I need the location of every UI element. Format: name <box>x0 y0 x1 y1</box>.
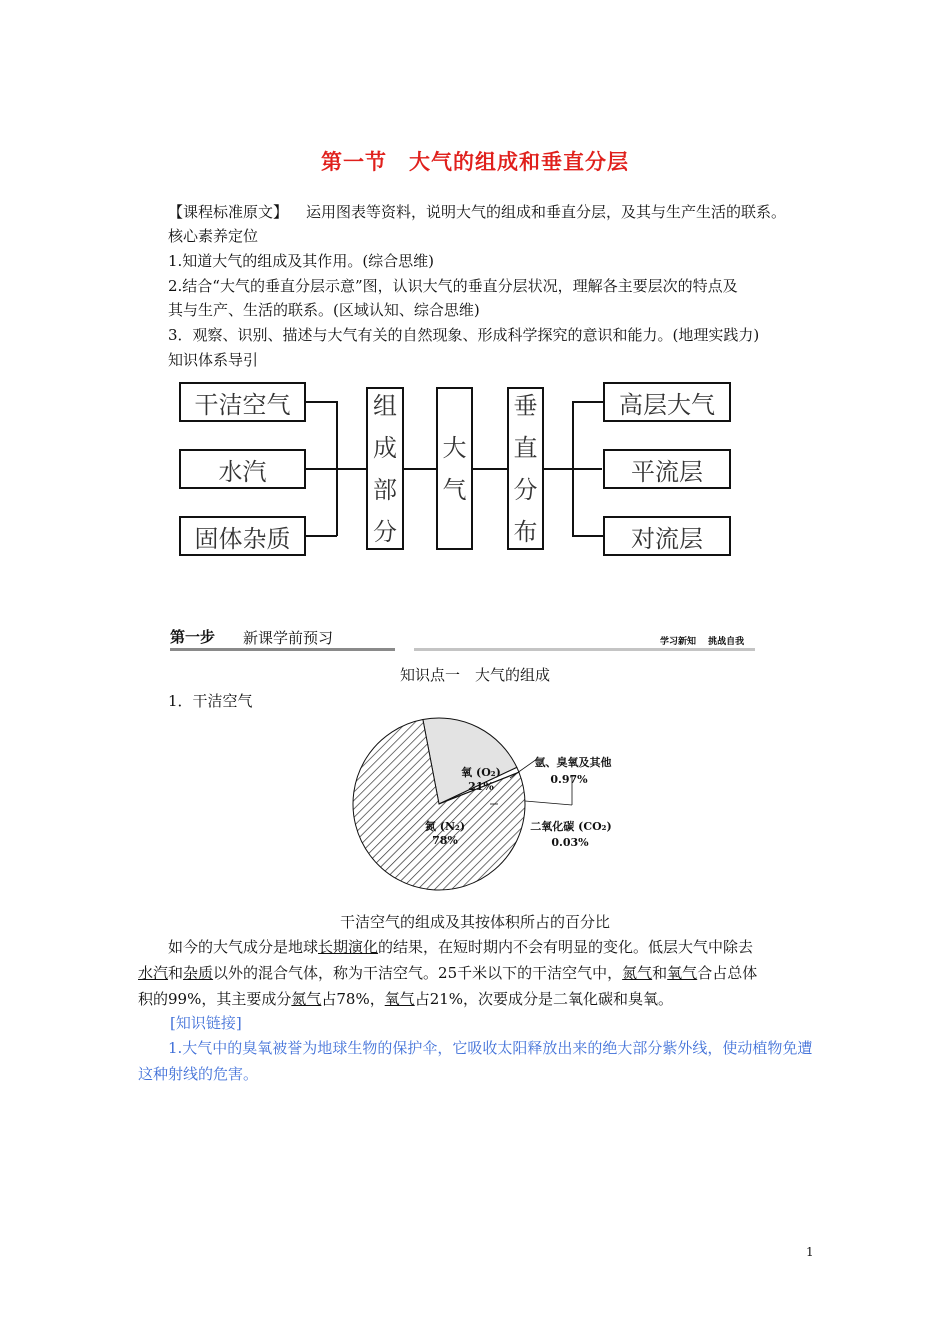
diagram-box-atmosphere <box>436 387 473 550</box>
pie-label-n2-pct: 78% <box>432 834 458 847</box>
pie-label-o2-name: 氧 (O₂) <box>461 766 501 779</box>
air-composition-pie-chart <box>340 712 640 912</box>
connector-line <box>572 401 574 536</box>
diagram-box-troposphere: 对流层 <box>603 516 731 556</box>
page-title: 第一节 大气的组成和垂直分层 <box>321 150 629 174</box>
pie-label-co2-pct: 0.03% <box>551 836 589 849</box>
text-run: 占21%，次要成分是二氧化碳和臭氧。 <box>414 990 674 1008</box>
underlined-term: 水汽 <box>138 964 169 982</box>
knowledge-link-heading: [知识链接] <box>170 1014 242 1032</box>
underlined-term: 杂质 <box>183 964 214 982</box>
knowledge-point-heading: 知识点一 大气的组成 <box>399 666 550 684</box>
text-run: 合占总体 <box>697 964 758 982</box>
diagram-char: 成 <box>373 433 397 462</box>
underlined-term: 氧气 <box>384 990 415 1008</box>
body-paragraph-line <box>138 986 822 1012</box>
diagram-char: 大 <box>442 433 467 462</box>
literacy-item: 3．观察、识别、描述与大气有关的自然现象、形成科学探究的意识和能力。(地理实践力) <box>168 326 760 344</box>
diagram-box-composition <box>366 387 404 550</box>
banner-name: 新课学前预习 <box>243 629 334 647</box>
text-run: 如今的大气成分是地球 <box>168 938 319 956</box>
standard-line <box>168 200 786 224</box>
standard-text: 运用图表等资料，说明大气的组成和垂直分层，及其与生产生活的联系。 <box>306 203 787 221</box>
banner-tagline: 学习新知 挑战自我 <box>660 637 745 647</box>
body-paragraph-line <box>138 960 822 986</box>
pie-label-n2-name: 氮 (N₂) <box>424 820 466 833</box>
connector-line <box>306 535 337 537</box>
diagram-char: 分 <box>373 517 397 546</box>
leader-line-co2 <box>525 801 572 805</box>
banner-rule-right <box>414 648 755 651</box>
diagram-char: 垂 <box>513 391 538 420</box>
diagram-box-solid-impurities: 固体杂质 <box>179 516 306 556</box>
underlined-term: 氧气 <box>667 964 698 982</box>
body-paragraph <box>138 934 822 960</box>
knowledge-link-text: 1.大气中的臭氧被誉为地球生物的保护伞，它吸收太阳释放出来的绝大部分紫外线，使动植物免遭这种射线的危害。 <box>138 1039 813 1083</box>
diagram-char: 直 <box>513 433 538 462</box>
diagram-box-stratosphere: 平流层 <box>603 449 731 489</box>
item-heading: 1．干洁空气 <box>168 692 253 710</box>
connector-line <box>306 468 367 470</box>
text-run: 积的99%，其主要成分 <box>138 990 292 1008</box>
connector-line <box>306 401 337 403</box>
page-number: 1 <box>806 1245 814 1259</box>
banner-rule-left <box>170 648 395 651</box>
diagram-box-vertical-distribution <box>507 387 544 550</box>
pie-label-ar-name: 氩、臭氧及其他 <box>534 756 612 769</box>
system-heading: 知识体系导引 <box>168 351 259 369</box>
underlined-term: 氮气 <box>291 990 322 1008</box>
diagram-char: 组 <box>373 391 397 420</box>
diagram-char: 气 <box>442 475 467 504</box>
diagram-char: 布 <box>513 517 538 546</box>
diagram-box-water-vapor: 水汽 <box>179 449 306 489</box>
connector-line <box>404 468 436 470</box>
text-run: 和 <box>652 964 668 982</box>
underlined-term: 氮气 <box>622 964 653 982</box>
pie-label-o2-pct: 21% <box>468 780 494 793</box>
literacy-item: 2.结合“大气的垂直分层示意”图，认识大气的垂直分层状况，理解各主要层次的特点及 <box>168 277 738 295</box>
literacy-heading: 核心素养定位 <box>168 227 259 245</box>
text-run: 和 <box>168 964 184 982</box>
pie-label-ar-pct: 0.97% <box>550 773 588 786</box>
diagram-box-upper-atmosphere: 高层大气 <box>603 382 731 422</box>
underlined-term: 长期演化 <box>318 938 379 956</box>
diagram-char: 分 <box>513 475 538 504</box>
diagram-char: 部 <box>373 475 397 504</box>
chart-caption: 干洁空气的组成及其按体积所占的百分比 <box>339 913 610 931</box>
banner-step: 第一步 <box>170 628 216 646</box>
text-run: 以外的混合气体，称为干洁空气。25千米以下的干洁空气中， <box>213 964 623 982</box>
connector-line <box>473 468 507 470</box>
text-run: 占78%， <box>321 990 385 1008</box>
literacy-item: 1.知道大气的组成及其作用。(综合思维) <box>168 252 435 270</box>
diagram-box-clean-air: 干洁空气 <box>179 382 306 422</box>
connector-line <box>572 401 603 403</box>
standard-label: 【课程标准原文】 <box>168 203 289 221</box>
connector-line <box>572 535 603 537</box>
literacy-item: 其与生产、生活的联系。(区域认知、综合思维) <box>168 301 480 319</box>
pie-label-co2-name: 二氧化碳 (CO₂) <box>530 820 612 833</box>
text-run: 的结果，在短时期内不会有明显的变化。低层大气中除去 <box>378 938 754 956</box>
